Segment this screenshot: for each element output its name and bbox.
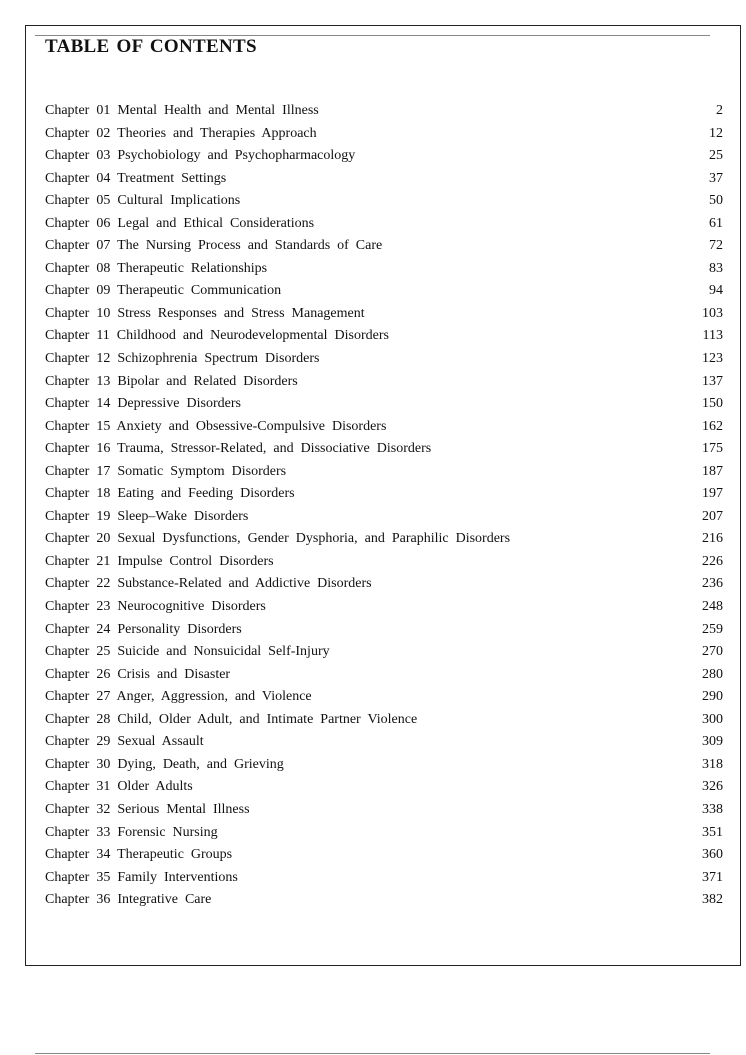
toc-entry-page: 300 — [702, 711, 723, 727]
toc-entry-title: Chapter 24 Personality Disorders — [45, 621, 242, 637]
toc-entry[interactable] — [45, 822, 723, 845]
toc-entry[interactable] — [45, 619, 723, 642]
toc-entry[interactable] — [45, 438, 723, 461]
toc-entry-page: 25 — [709, 148, 723, 164]
toc-entry[interactable] — [45, 506, 723, 529]
toc-entry-title: Chapter 36 Integrative Care — [45, 892, 212, 908]
toc-entry-title: Chapter 25 Suicide and Nonsuicidal Self-Injury — [45, 644, 330, 660]
toc-entry-page: 150 — [702, 396, 723, 412]
toc-entry-page: 94 — [709, 283, 723, 299]
toc-entry-page: 360 — [702, 847, 723, 863]
toc-entry[interactable] — [45, 258, 723, 281]
toc-entry[interactable] — [45, 123, 723, 146]
toc-entry-page: 326 — [702, 779, 723, 795]
toc-entry-title: Chapter 09 Therapeutic Communication — [45, 283, 282, 299]
toc-entry-page: 187 — [702, 463, 723, 479]
toc-entry-title: Chapter 27 Anger, Aggression, and Violence — [45, 689, 312, 705]
toc-entry-page: 72 — [709, 238, 723, 254]
toc-entry[interactable] — [45, 551, 723, 574]
toc-entry-page: 226 — [702, 553, 723, 569]
toc-entry-title: Chapter 14 Depressive Disorders — [45, 396, 241, 412]
toc-entry-page: 248 — [702, 599, 723, 615]
toc-entry-title: Chapter 02 Theories and Therapies Approach — [45, 125, 317, 141]
toc-entry[interactable] — [45, 303, 723, 326]
toc-entry-title: Chapter 34 Therapeutic Groups — [45, 847, 233, 863]
toc-entry-page: 259 — [702, 621, 723, 637]
toc-entry[interactable] — [45, 573, 723, 596]
toc-entry-page: 318 — [702, 756, 723, 772]
toc-entry-page: 216 — [702, 531, 723, 547]
toc-entry-title: Chapter 15 Anxiety and Obsessive-Compulsive Disorders — [45, 418, 387, 434]
toc-entry-title: Chapter 30 Dying, Death, and Grieving — [45, 756, 284, 772]
toc-entry[interactable] — [45, 325, 723, 348]
toc-entry[interactable] — [45, 731, 723, 754]
toc-entry-page: 371 — [702, 869, 723, 885]
toc-entry-page: 162 — [702, 418, 723, 434]
toc-entry-title: Chapter 21 Impulse Control Disorders — [45, 553, 274, 569]
toc-entry-title: Chapter 08 Therapeutic Relationships — [45, 260, 268, 276]
toc-entry-title: Chapter 12 Schizophrenia Spectrum Disorders — [45, 351, 320, 367]
toc-entry[interactable] — [45, 709, 723, 732]
toc-entry[interactable] — [45, 686, 723, 709]
toc-entry-title: Chapter 10 Stress Responses and Stress Management — [45, 305, 365, 321]
toc-entry-title: Chapter 35 Family Interventions — [45, 869, 238, 885]
toc-entry[interactable] — [45, 844, 723, 867]
toc-entry-page: 207 — [702, 508, 723, 524]
toc-entry-title: Chapter 16 Trauma, Stressor-Related, and Dissociative Disorders — [45, 441, 432, 457]
toc-entry[interactable] — [45, 867, 723, 890]
toc-entry-page: 236 — [702, 576, 723, 592]
toc-entry-page: 197 — [702, 486, 723, 502]
toc-entry-title: Chapter 11 Childhood and Neurodevelopmental Disorders — [45, 328, 389, 344]
toc-entry[interactable] — [45, 754, 723, 777]
toc-entry[interactable] — [45, 393, 723, 416]
toc-entry[interactable] — [45, 528, 723, 551]
toc-entry-title: Chapter 05 Cultural Implications — [45, 193, 241, 209]
toc-entry-page: 2 — [716, 103, 723, 118]
toc-entry-page: 61 — [709, 215, 723, 231]
toc-entry-title: Chapter 22 Substance-Related and Addictive Disorders — [45, 576, 372, 592]
toc-entry[interactable] — [45, 145, 723, 168]
toc-entry-title: Chapter 26 Crisis and Disaster — [45, 666, 231, 682]
toc-entry-title: Chapter 32 Serious Mental Illness — [45, 801, 250, 817]
toc-entry-title: Chapter 06 Legal and Ethical Considerations — [45, 215, 315, 231]
toc-entry-title: Chapter 19 Sleep–Wake Disorders — [45, 508, 249, 524]
toc-entry-title: Chapter 28 Child, Older Adult, and Intimate Partner Violence — [45, 711, 418, 727]
toc-entry[interactable] — [45, 348, 723, 371]
toc-entry-title: Chapter 33 Forensic Nursing — [45, 824, 218, 840]
toc-entry[interactable] — [45, 416, 723, 439]
toc-entry[interactable] — [45, 776, 723, 799]
toc-entry-title: Chapter 29 Sexual Assault — [45, 734, 204, 750]
toc-entry-page: 290 — [702, 689, 723, 705]
toc-entry-title: Chapter 13 Bipolar and Related Disorders — [45, 373, 298, 389]
toc-entry-page: 280 — [702, 666, 723, 682]
toc-entry[interactable] — [45, 799, 723, 822]
toc-entry-page: 113 — [702, 328, 723, 344]
toc-entry[interactable] — [45, 889, 723, 912]
toc-entry[interactable] — [45, 190, 723, 213]
toc-entry-page: 37 — [709, 170, 723, 186]
toc-entry-title: Chapter 23 Neurocognitive Disorders — [45, 599, 266, 615]
bottom-divider — [35, 1053, 710, 1054]
toc-entry[interactable] — [45, 664, 723, 687]
toc-entry-page: 50 — [709, 193, 723, 209]
toc-entry[interactable] — [45, 168, 723, 191]
toc-entry[interactable] — [45, 483, 723, 506]
toc-entry[interactable] — [45, 100, 723, 123]
toc-entry-page: 137 — [702, 373, 723, 389]
toc-entry-title: Chapter 04 Treatment Settings — [45, 170, 227, 186]
toc-entry[interactable] — [45, 641, 723, 664]
toc-entry-page: 309 — [702, 734, 723, 750]
toc-entry-title: Chapter 31 Older Adults — [45, 779, 193, 795]
toc-entry[interactable] — [45, 280, 723, 303]
toc-entry-page: 270 — [702, 644, 723, 660]
toc-entry[interactable] — [45, 596, 723, 619]
toc-entry-page: 12 — [709, 125, 723, 141]
toc-entry[interactable] — [45, 235, 723, 258]
toc-entry-title: Chapter 17 Somatic Symptom Disorders — [45, 463, 287, 479]
toc-entry[interactable] — [45, 461, 723, 484]
toc-entry[interactable] — [45, 213, 723, 236]
toc-entry-title: Chapter 20 Sexual Dysfunctions, Gender Dysphoria, and Paraphilic Disorders — [45, 531, 511, 547]
toc-list — [45, 100, 723, 912]
toc-entry-page: 175 — [702, 441, 723, 457]
toc-entry-title: Chapter 07 The Nursing Process and Standards of Care — [45, 238, 383, 254]
toc-entry-title: Chapter 03 Psychobiology and Psychopharmacology — [45, 148, 356, 164]
toc-entry-page: 351 — [702, 824, 723, 840]
toc-entry-page: 382 — [702, 892, 723, 908]
toc-entry-title: Chapter 18 Eating and Feeding Disorders — [45, 486, 295, 502]
toc-entry-page: 103 — [702, 305, 723, 321]
toc-entry-page: 123 — [702, 351, 723, 367]
toc-entry[interactable] — [45, 371, 723, 394]
toc-entry-title: Chapter 01 Mental Health and Mental Illness — [45, 103, 319, 118]
page-title: TABLE OF CONTENTS — [45, 36, 257, 57]
toc-entry-page: 83 — [709, 260, 723, 276]
toc-entry-page: 338 — [702, 801, 723, 817]
